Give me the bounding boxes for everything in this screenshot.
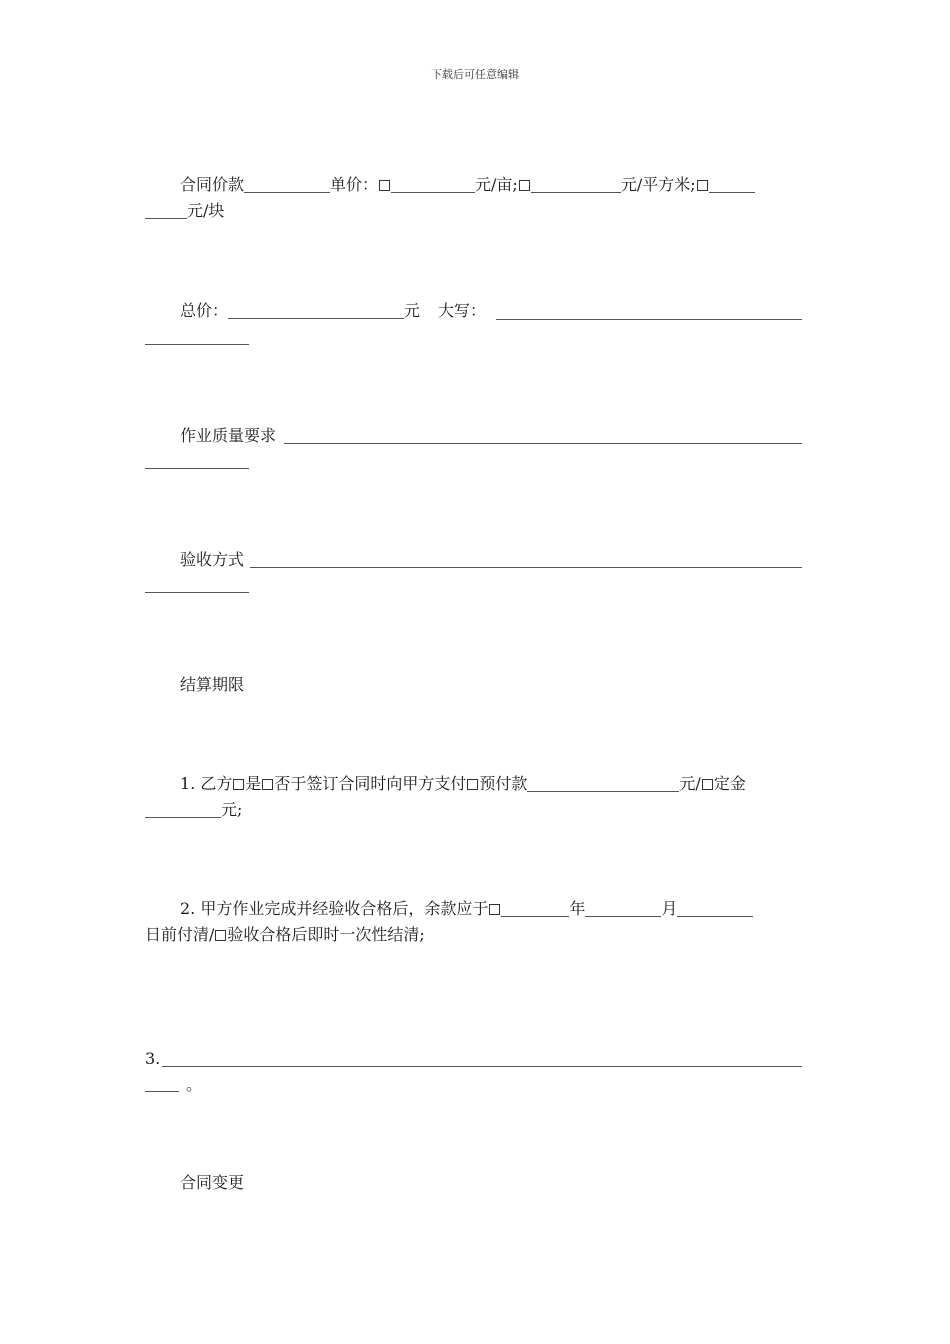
acceptance-blank xyxy=(250,567,802,568)
settlement-label: 结算期限 xyxy=(180,675,245,694)
item3-end: 。 xyxy=(186,1075,203,1094)
item3-blank xyxy=(162,1066,802,1067)
checkbox[interactable] xyxy=(467,779,478,790)
item2-month: 月 xyxy=(661,899,678,918)
item1-end: 元; xyxy=(221,800,243,819)
unit-sqm: 元/平方米; xyxy=(620,175,696,194)
unit-price-label: 单价： xyxy=(330,175,379,194)
checkbox[interactable] xyxy=(379,180,390,191)
item2-line-2 xyxy=(145,922,425,948)
capital-blank xyxy=(496,319,802,320)
acceptance-label: 验收方式 xyxy=(180,550,245,569)
item1-yuan-slash: 元/ xyxy=(679,774,701,793)
checkbox[interactable] xyxy=(262,779,273,790)
item1-advance: 预付款 xyxy=(479,774,528,793)
unit-mu: 元/亩; xyxy=(475,175,518,194)
price-label: 合同价款 xyxy=(180,175,245,194)
item2-line-1 xyxy=(180,896,753,922)
page-header: 下载后可任意编辑 xyxy=(431,68,519,81)
checkbox[interactable] xyxy=(489,904,500,915)
item2-prefix: 2. 甲方作业完成并经验收合格后，余款应于 xyxy=(180,899,489,918)
acceptance-blank-cont xyxy=(145,592,249,593)
price-line-1 xyxy=(180,172,755,198)
item1-no: 否于签订合同时向甲方支付 xyxy=(274,774,467,793)
checkbox[interactable] xyxy=(697,180,708,191)
block-price-blank-b xyxy=(145,200,187,219)
capital-blank-cont xyxy=(145,344,249,345)
year-blank xyxy=(501,898,569,917)
item2-year: 年 xyxy=(569,899,586,918)
item1-yes: 是 xyxy=(245,774,262,793)
quality-label: 作业质量要求 xyxy=(180,426,277,445)
capital-label: 大写： xyxy=(438,301,487,320)
total-line xyxy=(180,298,486,324)
deposit-blank xyxy=(145,799,221,818)
item1-deposit: 定金 xyxy=(713,774,746,793)
checkbox[interactable] xyxy=(519,180,530,191)
total-label: 总价： xyxy=(180,301,229,320)
day-blank xyxy=(677,898,753,917)
sqm-price-blank xyxy=(531,174,621,193)
price-line-2 xyxy=(145,198,224,224)
item1-line-1 xyxy=(180,771,746,797)
item3-blank-cont xyxy=(145,1091,179,1092)
month-blank xyxy=(585,898,661,917)
mu-price-blank xyxy=(391,174,475,193)
price-blank xyxy=(244,174,330,193)
block-price-blank-a xyxy=(709,174,755,193)
total-blank xyxy=(228,300,404,319)
item2-line2b: 验收合格后即时一次性结清; xyxy=(227,925,425,944)
checkbox[interactable] xyxy=(233,779,244,790)
checkbox[interactable] xyxy=(215,930,226,941)
change-label: 合同变更 xyxy=(180,1173,245,1192)
total-yuan: 元 xyxy=(404,301,421,320)
item1-line-2 xyxy=(145,797,242,823)
item2-line2: 日前付清/ xyxy=(145,925,215,944)
quality-blank-cont xyxy=(145,468,249,469)
checkbox[interactable] xyxy=(702,779,713,790)
item3-prefix: 3. xyxy=(145,1049,161,1068)
item1-prefix: 1. 乙方 xyxy=(180,774,233,793)
quality-blank xyxy=(284,443,802,444)
advance-blank xyxy=(527,773,679,792)
unit-block: 元/块 xyxy=(187,201,225,220)
